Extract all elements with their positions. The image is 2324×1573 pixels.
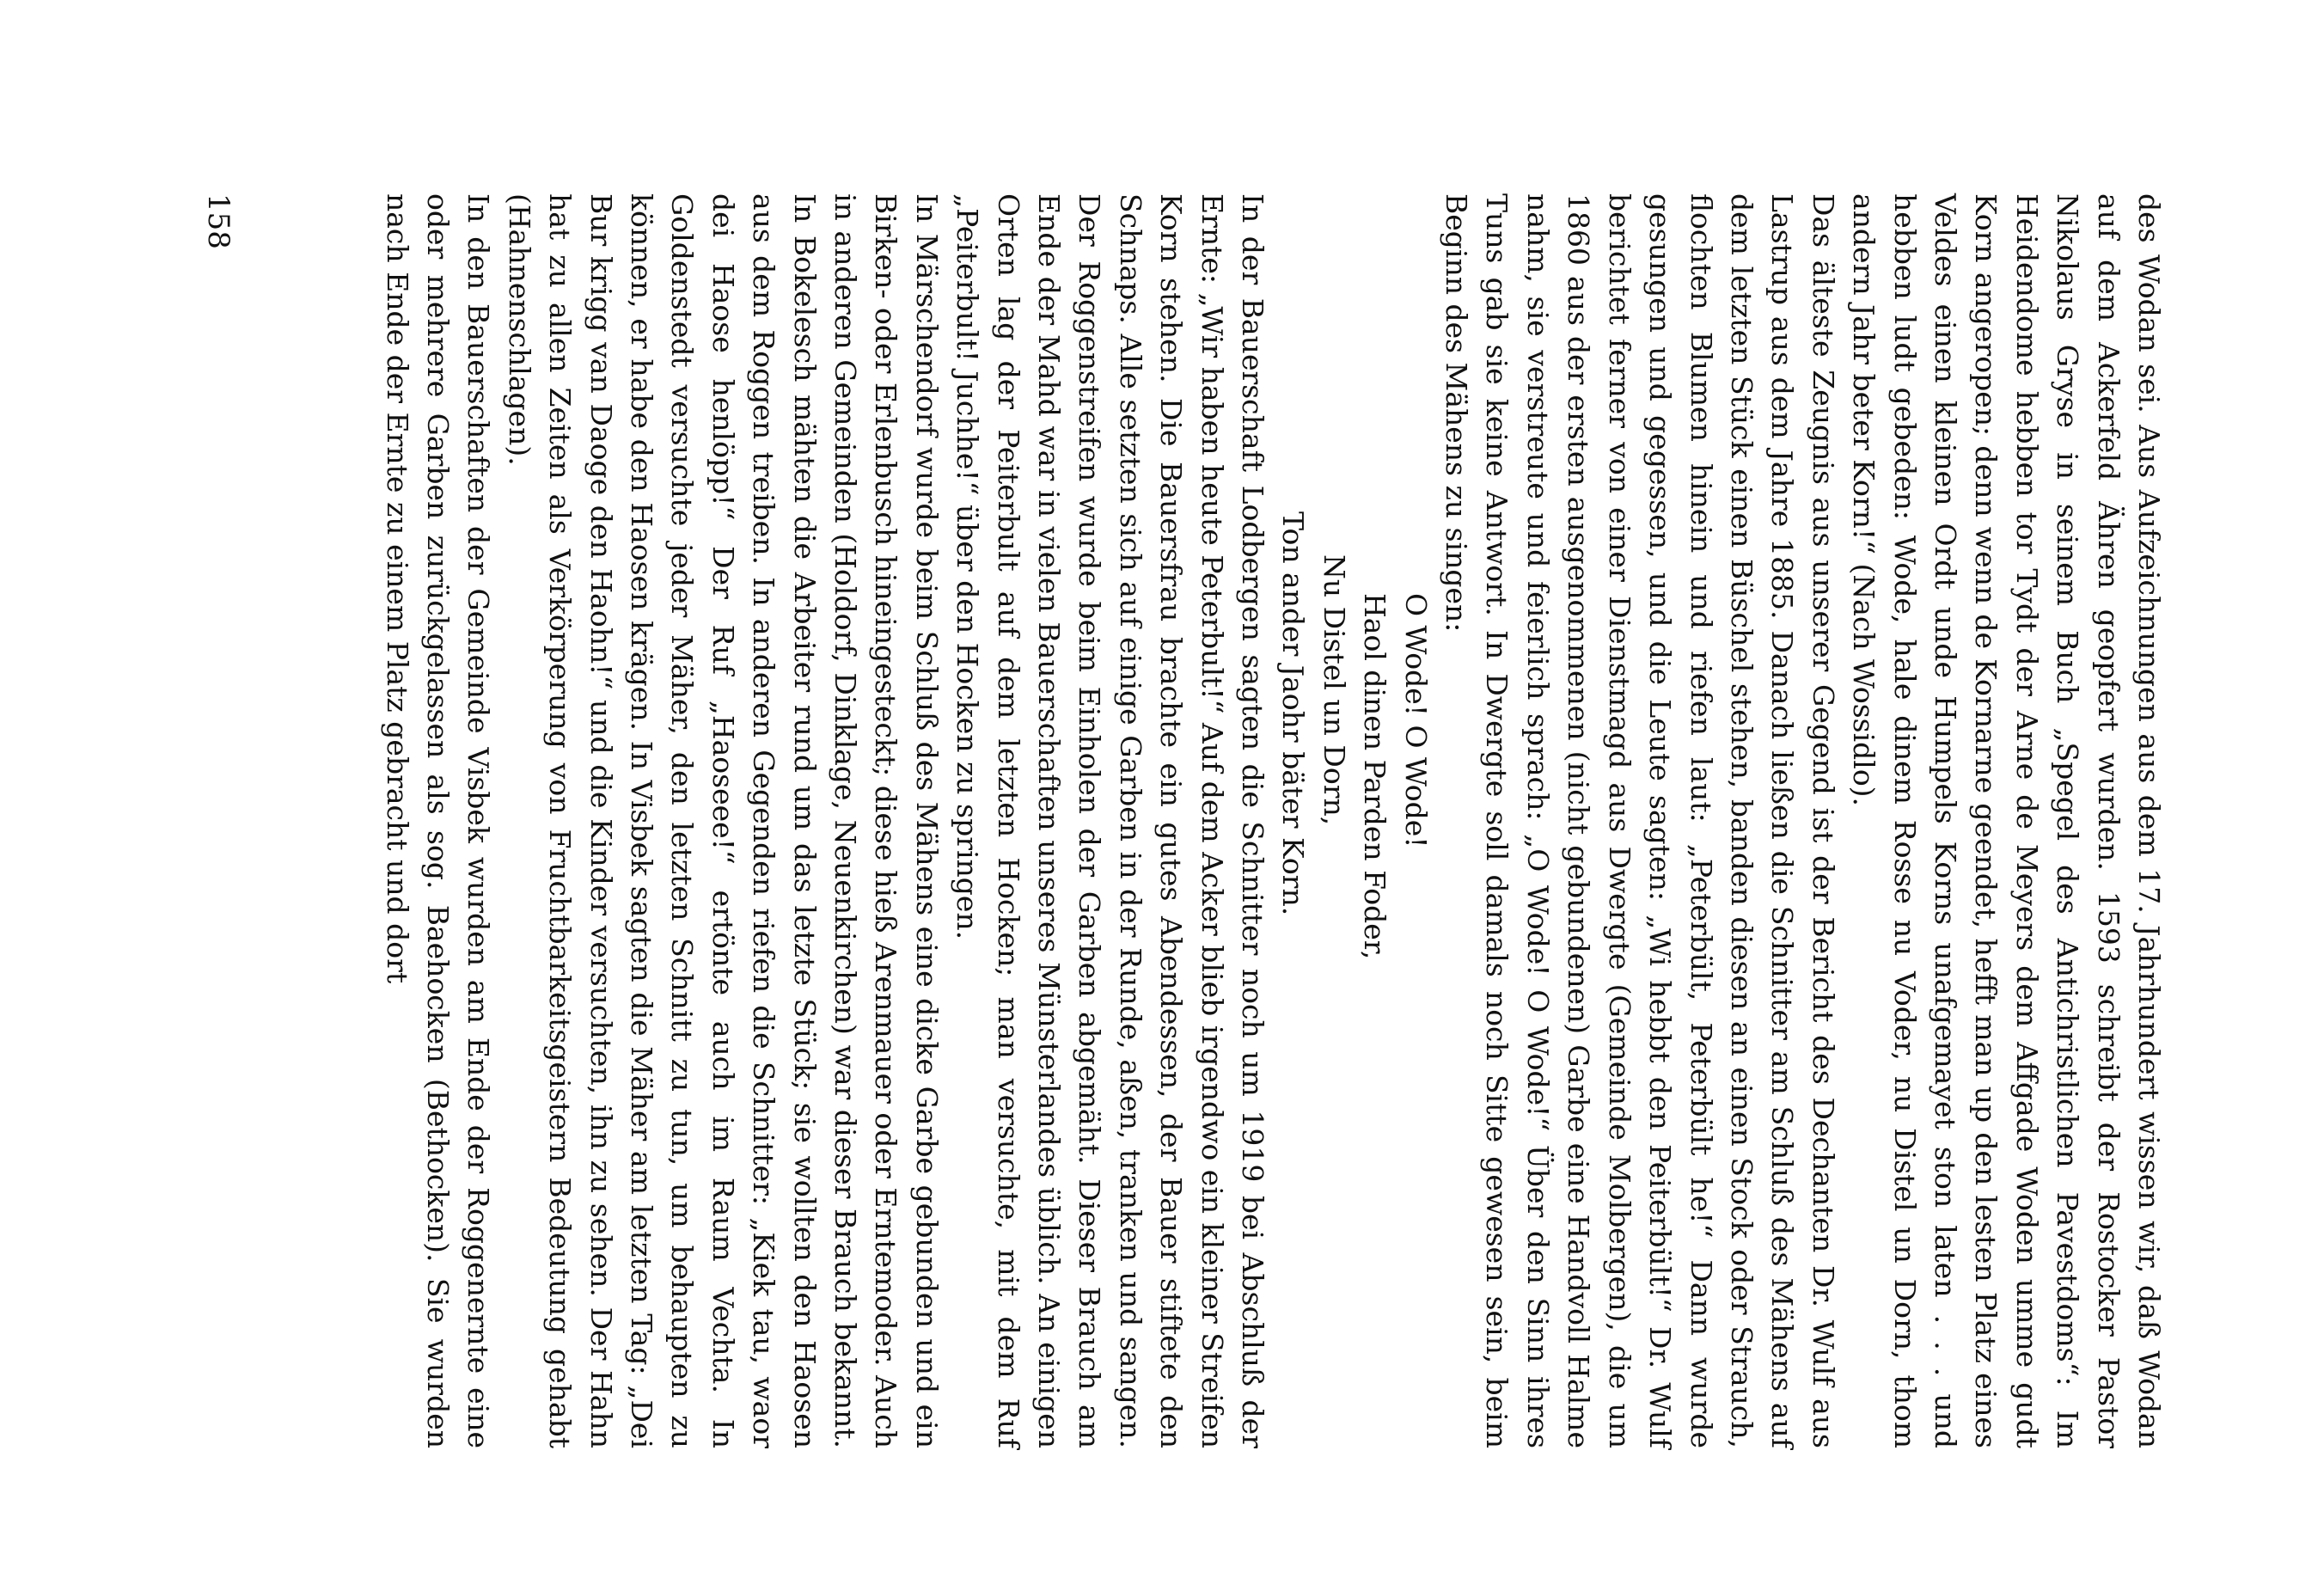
body-text (376, 193, 2169, 1448)
verse-line: Nu Distel un Dorn, (1317, 554, 1351, 826)
paragraph-dr-wulf: Das älteste Zeugnis aus unserer Gegend ist der Bericht des Dechanten Dr. Wulf aus Lastrup aus dem Jahre 1885. Danach ließen die Schnitter am Schluß des Mähens auf dem letzten Stück einen Büschel stehen, banden diesen an einen Stock oder Strauch, flochten Blumen hinein und riefen laut: „Peterbült, Peterbült he!“ Dann wurde gesungen und gegessen, und die Leute sagten: „Wi hebbt den Peiterbült!“ Dr. Wulf berichtet ferner von einer Dienstmagd aus Dwergte (Gemeinde Molbergen), die um 1860 aus der ersten ausgenommenen (nicht gebundenen) Garbe eine Handvoll Halme nahm, sie verstreute und feierlich sprach: „O Wode! O Wode!“ Über den Sinn ihres Tuns gab sie keine Antwort. In Dwergte soll damals noch Sitte gewesen sein, beim Beginn des Mähens zu singen: (1440, 193, 1840, 1448)
verse-line: Haol dinen Parden Foder, (1358, 593, 1392, 960)
verse-block (1273, 193, 1436, 1448)
paragraph-wodan-gryse: des Wodan sei. Aus Aufzeichnungen aus dem 17. Jahrhundert wissen wir, daß Wodan auf dem Ackerfeld Ähren geopfert wurden. 1593 schreibt der Rostocker Pastor Nikolaus Gryse in seinem Buch „Spegel des Antichristlichen Pavestdoms“: Im Heidendome hebben tor Tydt der Arne de Meyers dem Affgade Woden umme gudt Korn angeropen; denn wenn de Kornarne geendet, hefft man up den lesten Platz eines Veldes einen kleinen Ordt unde Humpels Korns unafgemayet ston laten . . . und hebben ludt gebeden: Wode, hale dinem Rosse nu Voder, nu Distel un Dorn, thom andern Jahr beter Korn!“ (Nach Wossidlo). (1847, 193, 2166, 1448)
verse-line: O Wode! O Wode! (1398, 593, 1433, 848)
paragraph-lodbergen: In der Bauerschaft Lodbergen sagten die Schnitter noch um 1919 bei Abschluß der Ernte: „Wir haben heute Peterbult!“ Auf dem Acker blieb irgendwo ein kleiner Streifen Korn stehen. Die Bauersfrau brachte ein gutes Abendessen, der Bauer stiftete den Schnaps. Alle setzten sich auf einige Garben in der Runde, aßen, tranken und sangen. Der Roggenstreifen wurde beim Einholen der Garben abgemäht. Dieser Brauch am Ende der Mahd war in vielen Bauerschaften unseres Münsterlandes üblich. An einigen Orten lag der Peiterbult auf dem letzten Hocken; man versuchte, mit dem Ruf „Peiterbult! Juchhe!“ über den Hocken zu springen. (951, 193, 1270, 1448)
page-number: 158 (201, 193, 235, 249)
verse-line: Ton ander Jaohr bäter Korn. (1276, 511, 1311, 916)
paragraph-visbek: In den Bauerschaften der Gemeinde Visbek wurden am Ende der Roggenernte eine oder mehrere Garben zurückgelassen als sog. Baehocken (Bethocken). Sie wurden nach Ende der Ernte zu einem Platz gebracht und dort (380, 193, 496, 1448)
paragraph-maerschendorf: In Märschendorf wurde beim Schluß des Mähens eine dicke Garbe gebunden und ein Birken- oder Erlenbusch hineingesteckt; diese hieß Arenmauer oder Erntemoder. Auch in anderen Gemeinden (Holdorf, Dinklage, Neuenkirchen) war dieser Brauch bekannt. In Bokelesch mähten die Arbeiter rund um das letzte Stück; sie wollten den Haosen aus dem Roggen treiben. In anderen Gegenden riefen die Schnitter: „Kiek tau, waor dei Haose henlöpp!“ Der Ruf „Haoseee!“ ertönte auch im Raum Vechta. In Goldenstedt versuchte jeder Mäher, den letzten Schnitt zu tun, um behaupten zu können, er habe den Haosen krägen. In Visbek sagten die Mäher am letzten Tag: „Dei Bur krigg van Daoge den Haohn!“ und die Kinder versuchten, ihn zu sehen. Der Hahn hat zu allen Zeiten als Verkörperung von Fruchtbarkeitsgeistern Bedeutung gehabt (Hahnenschlagen). (502, 193, 944, 1448)
